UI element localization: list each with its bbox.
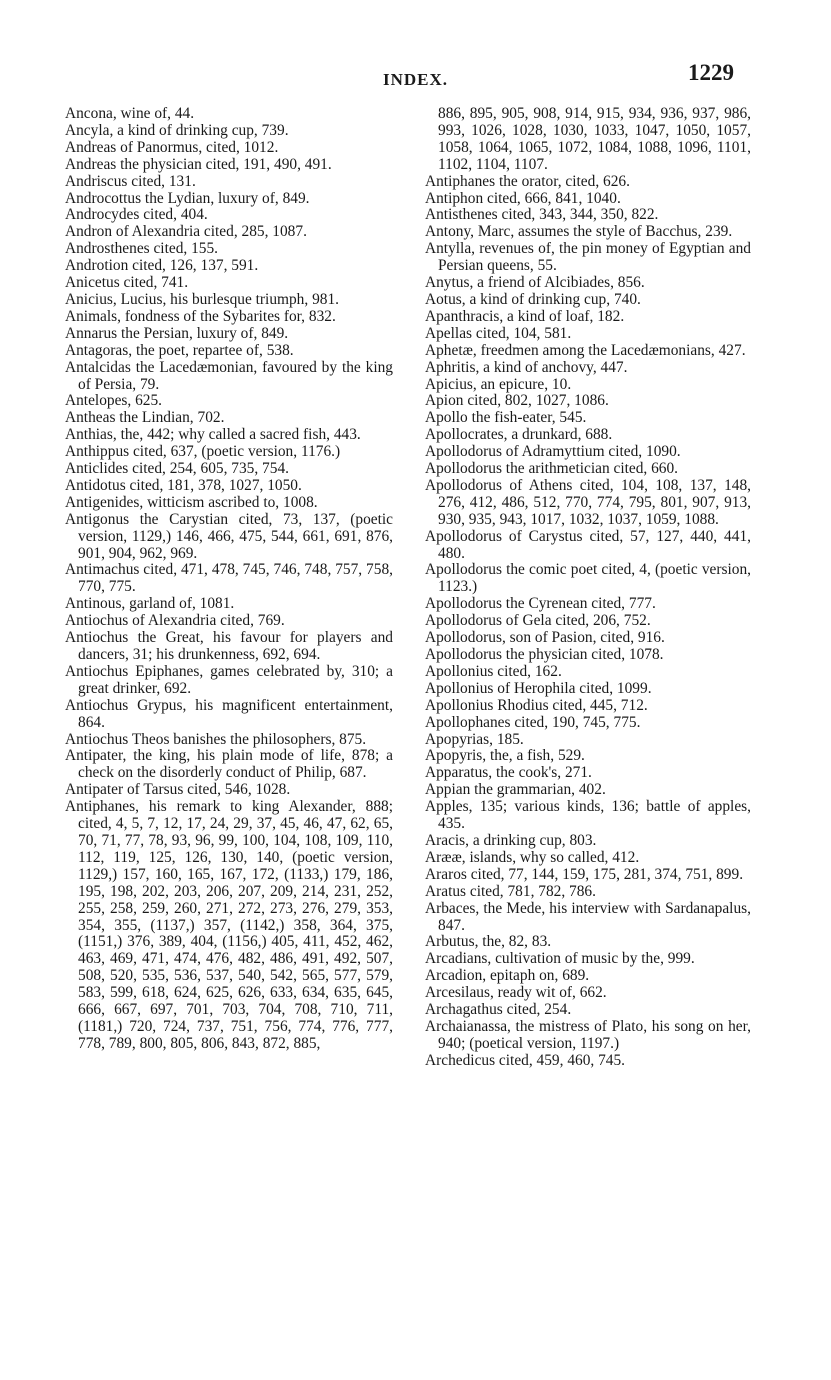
- index-entry: Antidotus cited, 181, 378, 1027, 1050.: [65, 476, 302, 494]
- index-entry: Anthias, the, 442; why called a sacred fish, 443.: [65, 426, 361, 444]
- index-entry: Aphetæ, freedmen among the Lacedæmonians, 427.: [425, 341, 746, 359]
- index-entry: Antiochus Grypus, his magnificent entertainment, 864.: [65, 696, 393, 731]
- index-entry: Antinous, garland of, 1081.: [65, 595, 235, 613]
- index-entry: Apollophanes cited, 190, 745, 775.: [425, 713, 641, 731]
- index-entry: Apollonius of Herophila cited, 1099.: [425, 679, 652, 697]
- index-entry: Apopyrias, 185.: [425, 730, 524, 748]
- page-header-title: INDEX.: [382, 70, 449, 89]
- index-entry-continuation: 886, 895, 905, 908, 914, 915, 934, 936, 937, 986, 993, 1026, 1028, 1030, 1033, 1047, 1050, 1057, 1058, 1064, 1065, 1072, 1084, 1088, 1096, 1101, 1102, 1104, 1107.: [438, 105, 751, 173]
- index-entry: Antiochus Epiphanes, games celebrated by, 310; a great drinker, 692.: [65, 662, 393, 697]
- index-entry: Arbaces, the Mede, his interview with Sardanapalus, 847.: [425, 899, 751, 934]
- index-entry: Anicetus cited, 741.: [65, 274, 189, 292]
- index-column-right: [425, 106, 751, 1070]
- index-entry: Apollodorus the physician cited, 1078.: [425, 646, 664, 663]
- index-entry: Antisthenes cited, 343, 344, 350, 822.: [425, 206, 659, 224]
- index-entry: Antigonus the Carystian cited, 73, 137, (poetic version, 1129,) 146, 466, 475, 544, 661, 691, 876, 901, 904, 962, 969.: [65, 510, 393, 562]
- index-entry: Androcottus the Lydian, luxury of, 849.: [65, 189, 310, 207]
- index-entry: Apollodorus of Carystus cited, 57, 127, 440, 441, 480.: [425, 527, 751, 562]
- index-entry: Archagathus cited, 254.: [425, 1001, 572, 1019]
- index-entry: Anthippus cited, 637, (poetic version, 1176.): [65, 443, 341, 461]
- index-entry: Apollodorus of Adramyttium cited, 1090.: [425, 443, 681, 461]
- index-entry: Apollodorus the arithmetician cited, 660.: [425, 460, 679, 478]
- index-entry: Araros cited, 77, 144, 159, 175, 281, 374, 751, 899.: [425, 865, 744, 883]
- index-entry: Apollocrates, a drunkard, 688.: [425, 426, 613, 444]
- index-entry: Apollodorus, son of Pasion, cited, 916.: [425, 629, 665, 647]
- index-entry: Antipater of Tarsus cited, 546, 1028.: [65, 781, 291, 799]
- index-column-left: [65, 106, 393, 1053]
- index-entry: Androsthenes cited, 155.: [65, 240, 219, 258]
- index-entry: Apparatus, the cook's, 271.: [425, 764, 592, 782]
- index-entry: Antigenides, witticism ascribed to, 1008.: [65, 493, 318, 511]
- index-entry: Antiphanes, his remark to king Alexander, 888; cited, 4, 5, 7, 12, 17, 24, 29, 37, 45, 46, 47, 62, 65, 70, 71, 77, 78, 93, 96, 99, 100, 104, 108, 109, 110, 112, 119, 125, 126, 130, 140, (poetic version, 1129,) 157, 160, 165, 167, 172, (1133,) 179, 186, 195, 198, 202, 203, 206, 207, 209, 214, 231, 252, 255, 258, 259, 260, 271, 272, 273, 276, 279, 353, 354, 355, (1137,) 357, (1142,) 358, 364, 375, (1151,) 376, 389, 404, (1156,) 405, 411, 452, 462, 463, 469, 471, 474, 476, 482, 486, 491, 492, 507, 508, 520, 535, 536, 537, 540, 542, 565, 577, 579, 583, 599, 618, 624, 625, 626, 633, 634, 635, 645, 666, 667, 697, 701, 703, 704, 708, 710, 711, (1181,) 720, 724, 737, 751, 756, 774, 776, 777, 778, 789, 800, 805, 806, 843, 872, 885,: [65, 798, 393, 1052]
- index-entry: Androcydes cited, 404.: [65, 206, 208, 224]
- index-entry: Appian the grammarian, 402.: [425, 781, 606, 799]
- index-entry: Archedicus cited, 459, 460, 745.: [425, 1051, 626, 1069]
- index-entry: Antiochus the Great, his favour for players and dancers, 31; his drunkenness, 692, 694.: [65, 629, 393, 663]
- index-entry: Apollodorus the comic poet cited, 4, (poetic version, 1123.): [425, 561, 751, 596]
- index-entry: Aratus cited, 781, 782, 786.: [425, 882, 596, 900]
- index-entry: Ancyla, a kind of drinking cup, 739.: [65, 121, 289, 139]
- index-entry: Archaianassa, the mistress of Plato, his song on her, 940; (poetical version, 1197.): [425, 1017, 751, 1052]
- index-entry: Andriscus cited, 131.: [65, 172, 196, 190]
- index-entry: Anticlides cited, 254, 605, 735, 754.: [65, 460, 289, 478]
- index-entry: Antagoras, the poet, repartee of, 538.: [65, 341, 294, 359]
- index-entry: Androtion cited, 126, 137, 591.: [65, 257, 259, 275]
- index-entry: Anytus, a friend of Alcibiades, 856.: [425, 274, 645, 292]
- index-entry: Apollodorus the Cyrenean cited, 777.: [425, 595, 656, 613]
- index-entry: Apollonius Rhodius cited, 445, 712.: [425, 696, 648, 714]
- index-entry: Apollodorus of Athens cited, 104, 108, 137, 148, 276, 412, 486, 512, 770, 774, 795, 801, 907, 913, 930, 935, 943, 1017, 1032, 1037, 1059, 1088.: [425, 476, 751, 528]
- index-entry: Antony, Marc, assumes the style of Bacchus, 239.: [425, 223, 733, 241]
- index-entry: Arææ, islands, why so called, 412.: [425, 848, 640, 866]
- index-entry: Apollonius cited, 162.: [425, 662, 562, 680]
- index-entry: Apopyris, the, a fish, 529.: [425, 747, 585, 765]
- index-entry: Antiochus Theos banishes the philosophers, 875.: [65, 730, 367, 748]
- index-entry: Apollodorus of Gela cited, 206, 752.: [425, 612, 651, 630]
- index-entry: Apanthracis, a kind of loaf, 182.: [425, 307, 625, 325]
- index-entry: Aracis, a drinking cup, 803.: [425, 831, 597, 849]
- index-entry: Apellas cited, 104, 581.: [425, 324, 572, 342]
- index-entry: Antiphon cited, 666, 841, 1040.: [425, 189, 621, 207]
- index-entry: Annarus the Persian, luxury of, 849.: [65, 324, 289, 342]
- index-entry: Antheas the Lindian, 702.: [65, 409, 225, 427]
- index-entry: Antalcidas the Lacedæmonian, favoured by the king of Persia, 79.: [65, 358, 393, 393]
- index-entry: Aphritis, a kind of anchovy, 447.: [425, 358, 628, 376]
- index-entry: Antiochus of Alexandria cited, 769.: [65, 612, 285, 630]
- index-entry: Arbutus, the, 82, 83.: [425, 933, 552, 951]
- index-entry: Arcesilaus, ready wit of, 662.: [425, 984, 607, 1002]
- index-entry: Antylla, revenues of, the pin money of Egyptian and Persian queens, 55.: [425, 240, 751, 275]
- page-number: 1229: [688, 60, 734, 85]
- index-entry: Apicius, an epicure, 10.: [425, 375, 572, 393]
- index-entry: Antipater, the king, his plain mode of life, 878; a check on the disorderly conduct of Philip, 687.: [65, 747, 393, 782]
- index-entry: Arcadians, cultivation of music by the, 999.: [425, 950, 695, 968]
- index-entry: Animals, fondness of the Sybarites for, 832.: [65, 307, 336, 325]
- index-entry: Arcadion, epitaph on, 689.: [425, 967, 590, 985]
- index-entry: Aotus, a kind of drinking cup, 740.: [425, 290, 641, 308]
- index-entry: Apion cited, 802, 1027, 1086.: [425, 392, 609, 410]
- index-entry: Apples, 135; various kinds, 136; battle of apples, 435.: [425, 798, 751, 833]
- index-entry: Andreas the physician cited, 191, 490, 491.: [65, 155, 332, 173]
- index-entry: Andreas of Panormus, cited, 1012.: [65, 138, 279, 156]
- index-entry: Ancona, wine of, 44.: [65, 105, 195, 122]
- index-entry: Antiphanes the orator, cited, 626.: [425, 172, 630, 190]
- index-entry: Antimachus cited, 471, 478, 745, 746, 748, 757, 758, 770, 775.: [65, 561, 393, 596]
- index-entry: Andron of Alexandria cited, 285, 1087.: [65, 223, 307, 241]
- index-entry: Anicius, Lucius, his burlesque triumph, 981.: [65, 290, 340, 308]
- index-entry: Antelopes, 625.: [65, 392, 163, 410]
- index-entry: Apollo the fish-eater, 545.: [425, 409, 587, 427]
